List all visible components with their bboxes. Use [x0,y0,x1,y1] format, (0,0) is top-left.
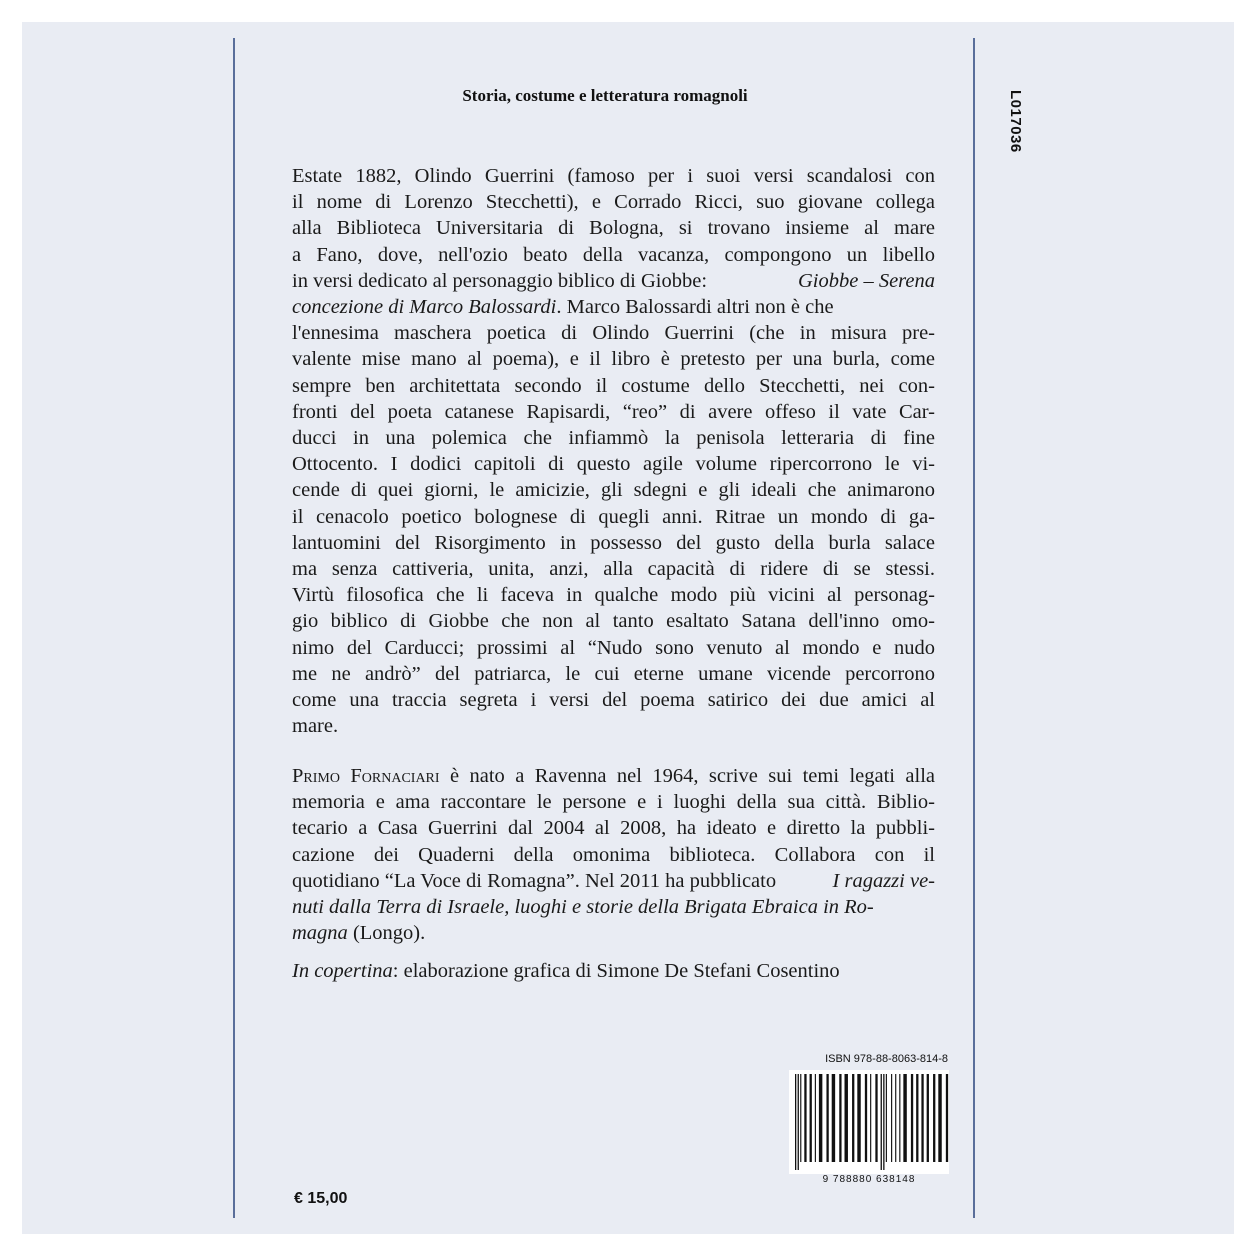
book-title-italic: magna [292,922,348,945]
barcode-bar [810,1074,812,1162]
barcode-bar [832,1074,835,1162]
barcode-bar [826,1074,828,1162]
summary-line: lantuomini del Risorgimento in possesso del gusto della burla salace [292,531,935,554]
bio-text: è nato a Ravenna nel 1964, scrive sui temi legati alla [439,765,936,787]
summary-line: il nome di Lorenzo Stecchetti), e Corrado Ricci, suo giovane collega [292,191,935,214]
bio-line [292,894,935,920]
barcode-bar [938,1074,941,1162]
summary-text: in versi dedicato al personaggio biblico di Giobbe: [292,269,708,292]
barcode-bar [916,1074,918,1162]
bio-line [292,920,935,946]
summary-line: nimo del Carducci; prossimi al “Nudo sono venuto al mondo e nudo [292,636,935,659]
book-title-italic: nuti dalla Terra di Israele, luoghi e storie della Brigata Ebraica in Ro- [292,896,874,919]
barcode-bar [895,1074,896,1162]
book-title-italic: I ragazzi ve- [832,869,935,892]
barcode-bar [795,1074,796,1170]
barcode-bars [789,1070,949,1174]
barcode-digits: 9 788880 638148 [822,1174,916,1185]
credit-label: In copertina [292,960,393,982]
summary-line: a Fano, dove, nell'ozio beato della vacanza, compongono un libello [292,243,935,266]
summary-line: valente mise mano al poema), e il libro è pretesto per una burla, come [292,348,935,371]
summary-line: sempre ben architettata secondo il costume dello Stecchetti, nei con- [292,374,935,397]
bio-line [292,763,935,789]
isbn-label: ISBN 978-88-8063-814-8 [825,1053,948,1065]
barcode-bar [857,1074,860,1162]
summary-line: alla Biblioteca Universitaria di Bologna, si trovano insieme al mare [292,217,935,240]
barcode-bar [933,1074,935,1162]
summary-line: ma senza cattiveria, unita, anzi, alla capacità di ridere di se stessi. [292,558,935,581]
credit-line [292,958,935,984]
summary-line: come una traccia segreta i versi del poema satirico dei due amici al [292,689,935,712]
summary-line: il cenacolo poetico bolognese di quegli anni. Ritrae un mondo di ga- [292,505,935,528]
barcode-bar [815,1074,816,1162]
barcode-bar [911,1074,913,1162]
barcode-bar [804,1074,806,1162]
barcode [789,1070,949,1174]
author-name: Primo Fornaciari [292,765,440,787]
spine-code: L017036 [1007,90,1024,153]
summary-line: fronti del poeta catanese Rapisardi, “reo” di avere offeso il vate Car- [292,400,935,423]
price: € 15,00 [294,1190,348,1207]
summary-line: Estate 1882, Olindo Guerrini (famoso per i suoi versi scandalosi con [292,165,935,187]
summary-line: cende di quei giorni, le amicizie, gli sdegni e gli ideali che animarono [292,479,935,502]
bio-line: cazione dei Quaderni della omonima biblioteca. Collabora con il [292,843,935,866]
barcode-bar [886,1074,887,1162]
series-title: Storia, costume e letteratura romagnoli [462,86,748,105]
barcode-bar [946,1074,948,1162]
bio-line: memoria e ama raccontare le persone e i luoghi della sua città. Biblio- [292,791,935,814]
bio-line: tecario a Casa Guerrini dal 2004 al 2008, ha ideato e diretto la pubbli- [292,817,935,840]
summary-line: Ottocento. I dodici capitoli di questo agile volume ripercorrono le vi- [292,453,935,476]
barcode-bar [800,1074,801,1162]
barcode-bar [891,1074,892,1162]
barcode-bar [865,1074,867,1162]
summary-text: . Marco Balossardi altri non è che [556,296,834,319]
barcode-bar [903,1074,906,1162]
summary-line [292,294,935,320]
author-bio [292,763,935,946]
barcode-bar [921,1074,923,1162]
summary-line: me ne andrò” del patriarca, le cui eterne umane vicende percorrono [292,662,935,685]
book-title-italic: concezione di Marco Balossardi [292,296,557,319]
summary-line: gio biblico di Giobbe che non al tanto esaltato Satana dell'inno omo- [292,610,935,633]
summary-line: mare. [292,715,339,738]
bio-text: quotidiano “La Voce di Romagna”. Nel 2011 ha pubblicato [292,869,777,892]
credit-text: : elaborazione grafica di Simone De Stefani Cosentino [392,960,840,982]
summary-line: l'ennesima maschera poetica di Olindo Guerrini (che in misura pre- [292,322,935,345]
cover-credit [292,958,935,984]
right-rule [973,38,975,1218]
barcode-bar [899,1074,900,1162]
summary-line: Virtù filosofica che li faceva in qualche modo più vicini al personag- [292,584,935,607]
barcode-bar [870,1074,871,1162]
summary-line [292,268,935,294]
barcode-bar [881,1074,882,1170]
barcode-bar [875,1074,877,1162]
barcode-bar [883,1074,884,1170]
left-rule [233,38,235,1218]
barcode-bar [852,1074,854,1162]
summary-line: ducci in una polemica che infiammò la penisola letteraria di fine [292,427,935,450]
barcode-bar [798,1074,799,1170]
barcode-bar [839,1074,841,1162]
book-title-italic: Giobbe – Serena [797,269,935,292]
summary-paragraph [292,163,935,739]
barcode-bar [927,1074,929,1162]
barcode-bar [845,1074,848,1162]
barcode-bar [819,1074,822,1162]
bio-line [292,868,935,894]
publisher: (Longo). [347,922,426,945]
